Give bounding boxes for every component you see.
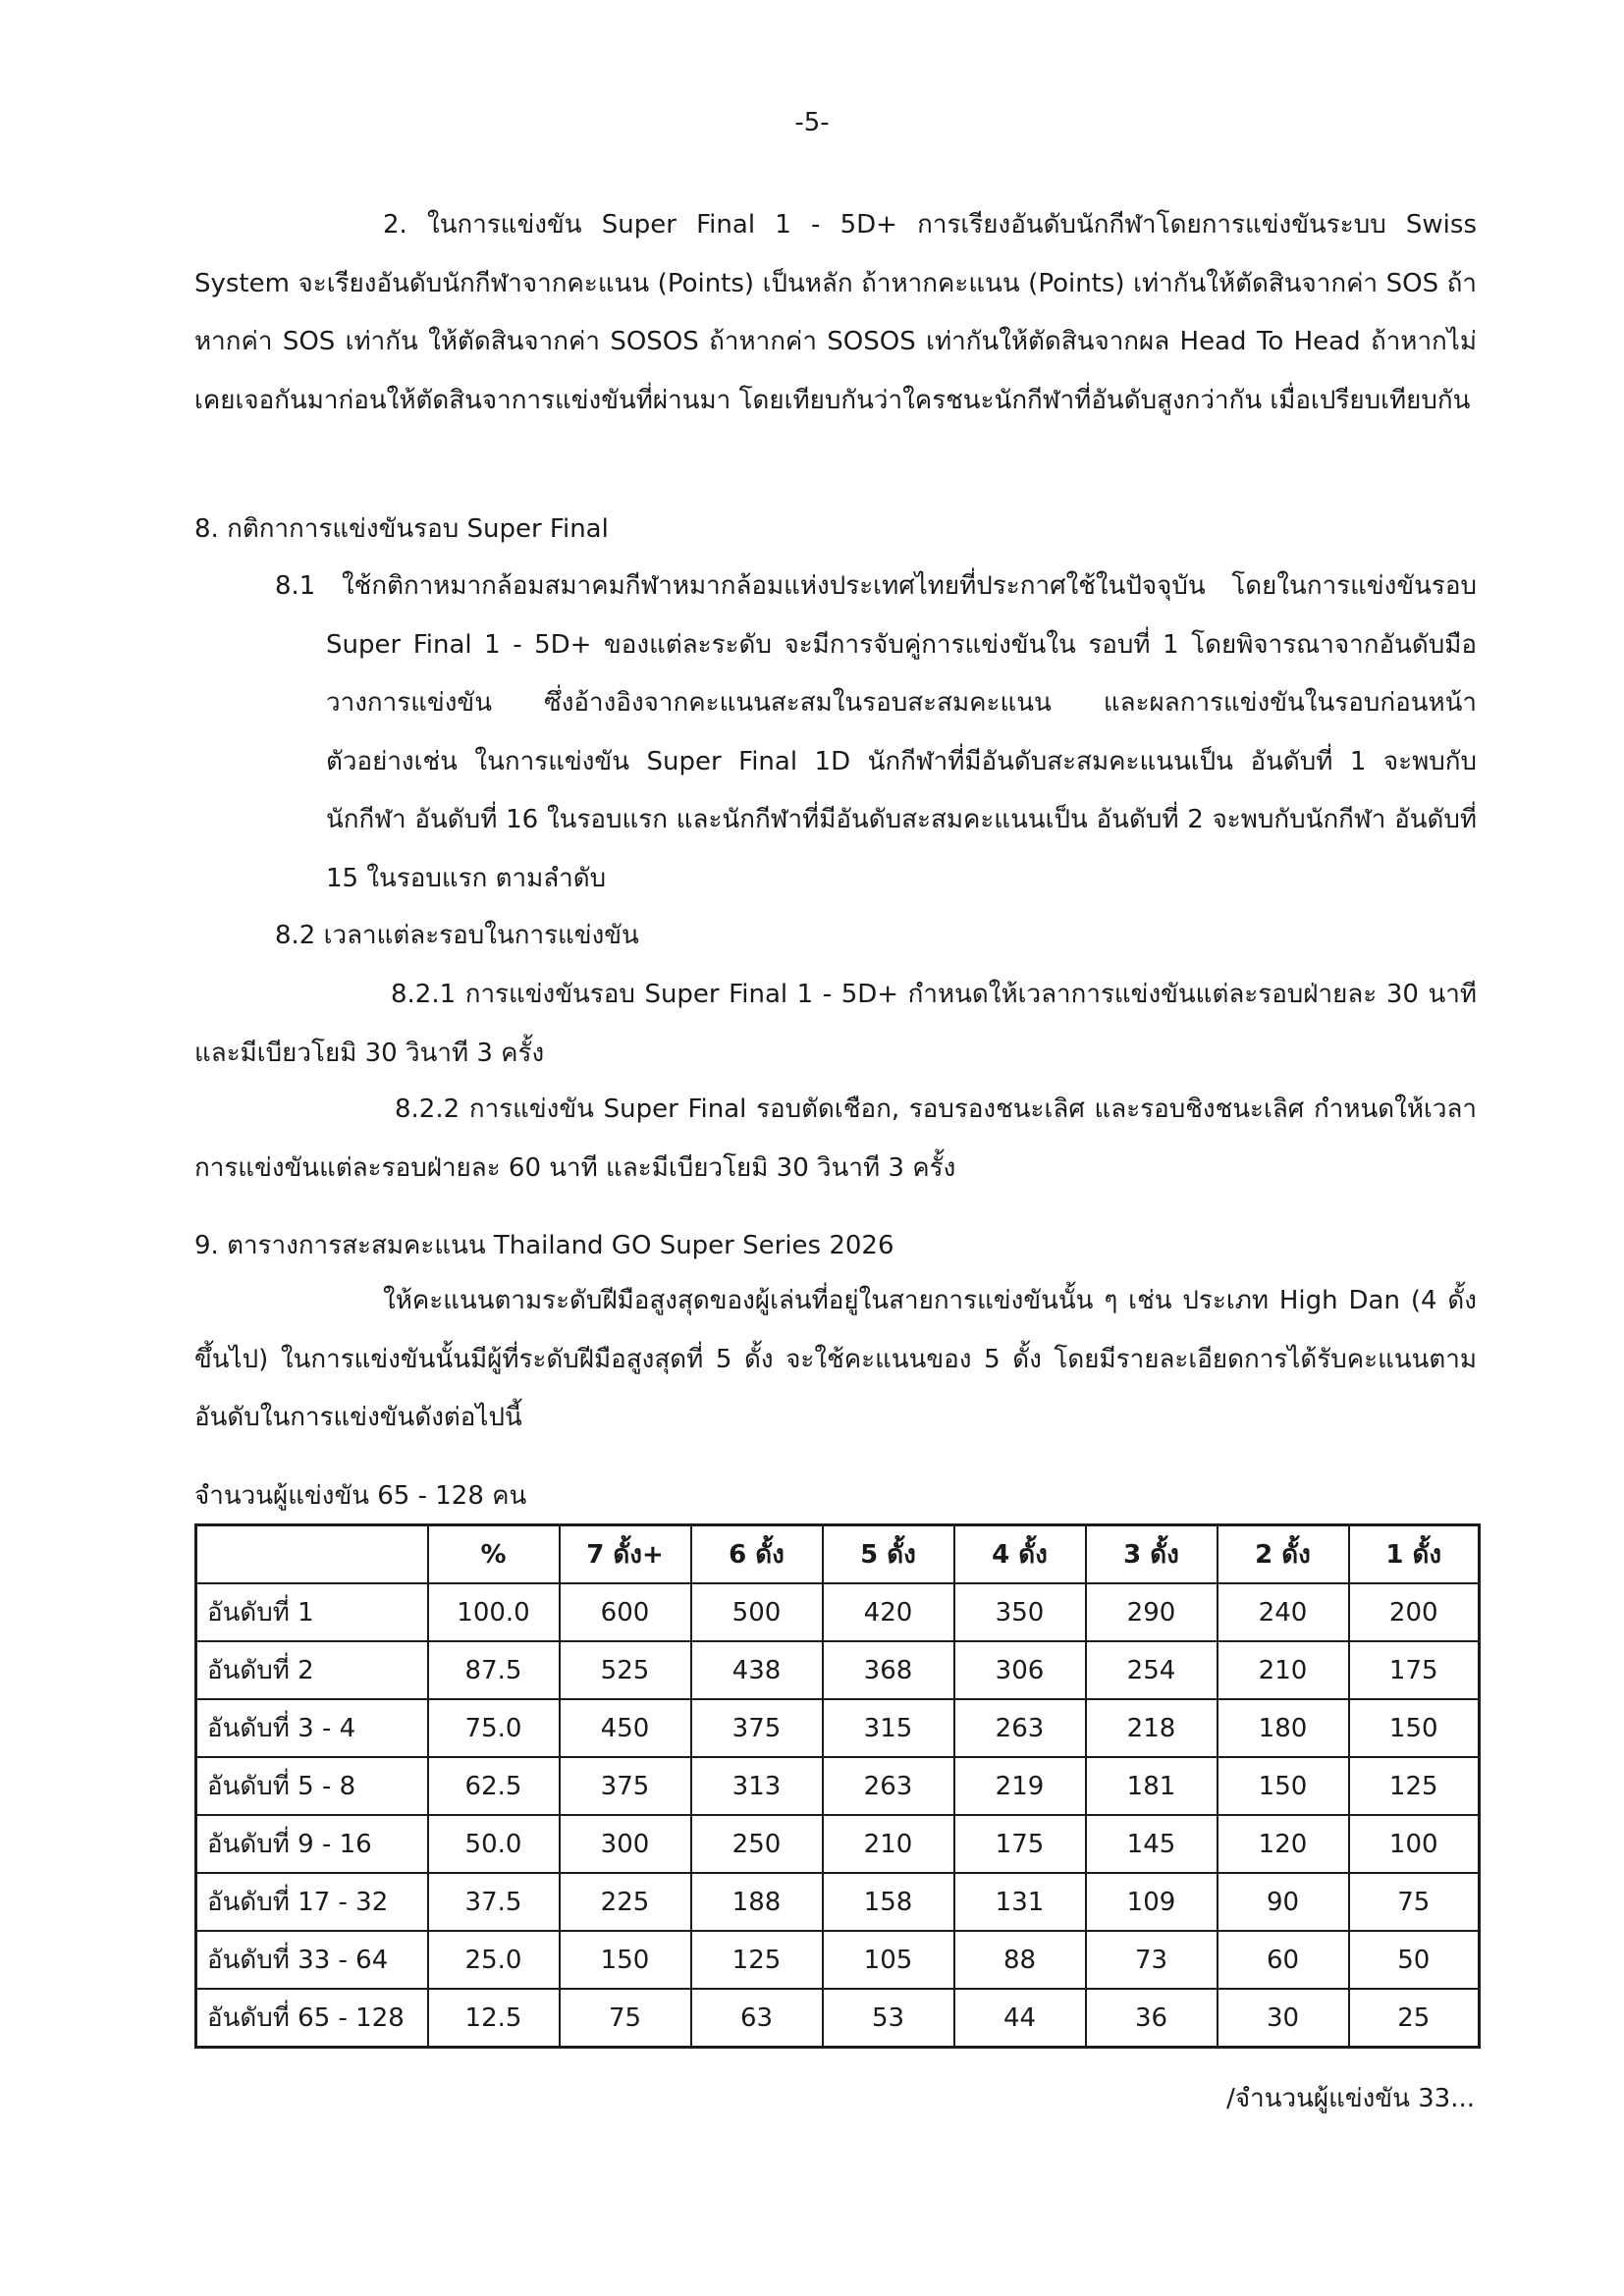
table-cell: 125: [691, 1931, 823, 1989]
table-cell: 306: [954, 1641, 1086, 1699]
table-caption: จำนวนผู้แข่งขัน 65 - 128 คน: [194, 1481, 527, 1511]
table-cell: 290: [1086, 1583, 1218, 1641]
table-cell: 500: [691, 1583, 823, 1641]
rank-cell: อันดับที่ 65 - 128: [196, 1989, 428, 2048]
section-8-2-2-paragraph: 8.2.2 การแข่งขัน Super Final รอบตัดเชือก, รอบรองชนะเลิศ และรอบชิงชนะเลิศ กำหนดให้เวลาการแข่งขันแต่ละรอบฝ่ายละ 60 นาที และมีเบียวโยมิ 30 วินาที 3 ครั้ง: [194, 1095, 1477, 1183]
section-9-heading: 9. ตารางการสะสมคะแนน Thailand GO Super Series 2026: [194, 1231, 894, 1260]
table-cell: 12.5: [428, 1989, 560, 2048]
table-cell: 420: [823, 1583, 954, 1641]
table-cell: 254: [1086, 1641, 1218, 1699]
table-cell: 131: [954, 1873, 1086, 1931]
table-cell: 218: [1086, 1699, 1218, 1757]
table-cell: 75.0: [428, 1699, 560, 1757]
rank-cell: อันดับที่ 1: [196, 1583, 428, 1641]
table-cell: 50: [1349, 1931, 1480, 1989]
table-cell: 263: [954, 1699, 1086, 1757]
table-cell: 188: [691, 1873, 823, 1931]
table-cell: 88: [954, 1931, 1086, 1989]
header-cell: 5 ดั้ง: [823, 1525, 954, 1584]
header-cell: 3 ดั้ง: [1086, 1525, 1218, 1584]
table-cell: 100: [1349, 1815, 1480, 1873]
table-cell: 36: [1086, 1989, 1218, 2048]
table-cell: 525: [560, 1641, 691, 1699]
table-cell: 63: [691, 1989, 823, 2048]
table-cell: 225: [560, 1873, 691, 1931]
section-2-paragraph: 2. ในการแข่งขัน Super Final 1 - 5D+ การเรียงอันดับนักกีฬาโดยการแข่งขันระบบ Swiss System จะเรียงอันดับนักกีฬาจากคะแนน (Points) เป็นหลัก ถ้าหากคะแนน (Points) เท่ากันให้ตัดสินจากค่า SOS ถ้าหากค่า SOS เท่ากัน ให้ตัดสินจากค่า SOSOS ถ้าหากค่า SOSOS เท่ากันให้ตัดสินจากผล Head To Head ถ้าหากไม่เคยเจอกันมาก่อนให้ตัดสินจาการแข่งขันที่ผ่านมา โดยเทียบกันว่าใครชนะนักกีฬาที่อันดับสูงกว่ากัน เมื่อเปรียบเทียบกัน: [194, 210, 1477, 415]
table-row: [196, 1931, 1480, 1989]
section-9-paragraph: ให้คะแนนตามระดับฝีมือสูงสุดของผู้เล่นที่อยู่ในสายการแข่งขันนั้น ๆ เช่น ประเภท High Dan (4 ดั้งขึ้นไป) ในการแข่งขันนั้นมีผู้ที่ระดับฝีมือสูงสุดที่ 5 ดั้ง จะใช้คะแนนของ 5 ดั้ง โดยมีรายละเอียดการได้รับคะแนนตามอันดับในการแข่งขันดังต่อไปนี้: [194, 1286, 1477, 1432]
table-cell: 100.0: [428, 1583, 560, 1641]
rank-cell: อันดับที่ 9 - 16: [196, 1815, 428, 1873]
header-cell: 7 ดั้ง+: [560, 1525, 691, 1584]
table-cell: 150: [1218, 1757, 1349, 1815]
rank-cell: อันดับที่ 5 - 8: [196, 1757, 428, 1815]
table-row: [196, 1989, 1480, 2048]
table-cell: 210: [823, 1815, 954, 1873]
table-cell: 210: [1218, 1641, 1349, 1699]
table-cell: 150: [560, 1931, 691, 1989]
table-cell: 109: [1086, 1873, 1218, 1931]
rank-cell: อันดับที่ 17 - 32: [196, 1873, 428, 1931]
table-cell: 175: [1349, 1641, 1480, 1699]
table-cell: 37.5: [428, 1873, 560, 1931]
table-cell: 313: [691, 1757, 823, 1815]
table-cell: 219: [954, 1757, 1086, 1815]
table-cell: 105: [823, 1931, 954, 1989]
table-cell: 150: [1349, 1699, 1480, 1757]
section-8-2-heading: 8.2 เวลาแต่ละรอบในการแข่งขัน: [275, 921, 639, 950]
header-cell: 6 ดั้ง: [691, 1525, 823, 1584]
table-cell: 73: [1086, 1931, 1218, 1989]
table-cell: 25.0: [428, 1931, 560, 1989]
table-cell: 315: [823, 1699, 954, 1757]
section-8-2-1-paragraph: 8.2.1 การแข่งขันรอบ Super Final 1 - 5D+ กำหนดให้เวลาการแข่งขันแต่ละรอบฝ่ายละ 30 นาที และมีเบียวโยมิ 30 วินาที 3 ครั้ง: [194, 980, 1477, 1068]
table-cell: 600: [560, 1583, 691, 1641]
table-cell: 25: [1349, 1989, 1480, 2048]
table-cell: 350: [954, 1583, 1086, 1641]
table-cell: 145: [1086, 1815, 1218, 1873]
table-cell: 120: [1218, 1815, 1349, 1873]
table-cell: 90: [1218, 1873, 1349, 1931]
table-cell: 87.5: [428, 1641, 560, 1699]
header-cell: [196, 1525, 428, 1584]
table-cell: 158: [823, 1873, 954, 1931]
table-cell: 263: [823, 1757, 954, 1815]
header-cell: %: [428, 1525, 560, 1584]
table-cell: 125: [1349, 1757, 1480, 1815]
table-cell: 375: [560, 1757, 691, 1815]
rank-cell: อันดับที่ 3 - 4: [196, 1699, 428, 1757]
table-cell: 200: [1349, 1583, 1480, 1641]
table-cell: 450: [560, 1699, 691, 1757]
rank-cell: อันดับที่ 33 - 64: [196, 1931, 428, 1989]
header-cell: 1 ดั้ง: [1349, 1525, 1480, 1584]
rank-cell: อันดับที่ 2: [196, 1641, 428, 1699]
table-cell: 240: [1218, 1583, 1349, 1641]
table-cell: 300: [560, 1815, 691, 1873]
table-cell: 62.5: [428, 1757, 560, 1815]
table-row: [196, 1873, 1480, 1931]
table-row: [196, 1815, 1480, 1873]
points-table: [194, 1523, 1481, 2049]
table-cell: 60: [1218, 1931, 1349, 1989]
table-row: [196, 1699, 1480, 1757]
table-cell: 50.0: [428, 1815, 560, 1873]
table-cell: 368: [823, 1641, 954, 1699]
table-row: [196, 1641, 1480, 1699]
table-row: [196, 1757, 1480, 1815]
table-cell: 175: [954, 1815, 1086, 1873]
table-cell: 30: [1218, 1989, 1349, 2048]
table-cell: 438: [691, 1641, 823, 1699]
header-cell: 4 ดั้ง: [954, 1525, 1086, 1584]
table-cell: 44: [954, 1989, 1086, 2048]
continuation-note: /จำนวนผู้แข่งขัน 33...: [1226, 2084, 1475, 2113]
header-cell: 2 ดั้ง: [1218, 1525, 1349, 1584]
table-cell: 250: [691, 1815, 823, 1873]
table-row: [196, 1583, 1480, 1641]
table-cell: 181: [1086, 1757, 1218, 1815]
table-header-row: [196, 1525, 1480, 1584]
table-cell: 75: [560, 1989, 691, 2048]
table-cell: 180: [1218, 1699, 1349, 1757]
section-8-1-paragraph: 8.1 ใช้กติกาหมากล้อมสมาคมกีฬาหมากล้อมแห่งประเทศไทยที่ประกาศใช้ในปัจจุบัน โดยในการแข่งขันรอบ Super Final 1 - 5D+ ของแต่ละระดับ จะมีการจับคู่การแข่งขันใน รอบที่ 1 โดยพิจารณาจากอันดับมือวางการแข่งขัน ซึ่งอ้างอิงจากคะแนนสะสมในรอบสะสมคะแนน และผลการแข่งขันในรอบก่อนหน้า ตัวอย่างเช่น ในการแข่งขัน Super Final 1D นักกีฬาที่มีอันดับสะสมคะแนนเป็น อันดับที่ 1 จะพบกับนักกีฬา อันดับที่ 16 ในรอบแรก และนักกีฬาที่มีอันดับสะสมคะแนนเป็น อันดับที่ 2 จะพบกับนักกีฬา อันดับที่ 15 ในรอบแรก ตามลำดับ: [275, 571, 1477, 893]
section-8-heading: 8. กติกาการแข่งขันรอบ Super Final: [194, 514, 609, 544]
table-cell: 375: [691, 1699, 823, 1757]
page-number: -5-: [794, 108, 830, 137]
table-cell: 75: [1349, 1873, 1480, 1931]
table-cell: 53: [823, 1989, 954, 2048]
